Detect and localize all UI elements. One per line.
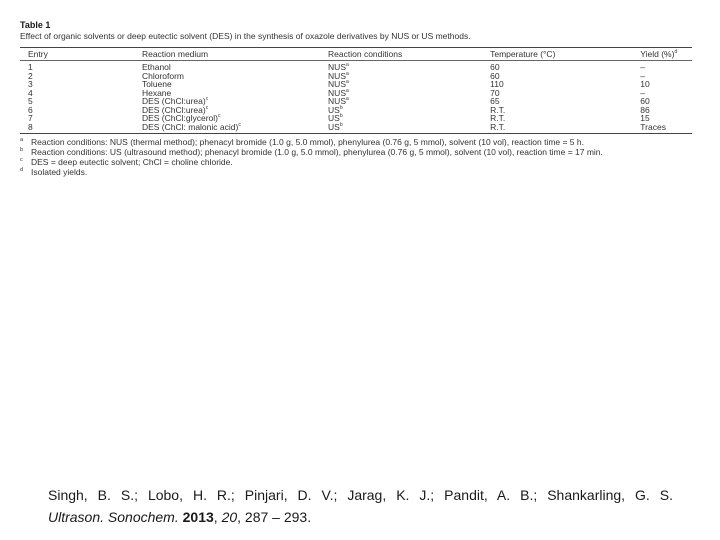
cell-medium: DES (ChCl:urea)$^c$ (141, 96, 209, 106)
cell-medium: DES (ChCl:glycerol)$^c$ (141, 113, 221, 123)
header-medium: Reaction medium (141, 49, 209, 59)
citation-authors: Singh, B. S.; Lobo, H. R.; Pinjari, D. V.; Jarag, K. J.; Pandit, A. B.; Shankarling, G. S. (48, 487, 673, 503)
table-row (20, 61, 692, 72)
table-block (20, 20, 692, 177)
footnote-mark: a (20, 137, 24, 143)
cell-conditions: NUS$^a$ (328, 87, 349, 98)
cell-conditions: $US^b$ (328, 113, 343, 123)
cell-conditions: NUS$^a$ (328, 96, 349, 106)
footnote (20, 167, 692, 177)
cell-medium: Toluene (141, 79, 172, 89)
cell-conditions-sup: a (346, 96, 349, 103)
cell-yield: 86 (640, 104, 650, 115)
header-yield: Yield (%)$^d$ (640, 49, 678, 59)
header-row (20, 48, 692, 60)
cell-entry: 8 (28, 121, 33, 132)
cell-conditions-sup: a (346, 70, 349, 77)
cell-conditions: $US^b$ (328, 104, 343, 115)
cell-temperature: 70 (490, 87, 500, 98)
table-caption: Effect of organic solvents or deep eutectic solvent (DES) in the synthesis of oxazole derivatives by NUS or US methods. (20, 31, 471, 41)
cell-conditions: NUS$^a$ (328, 62, 349, 72)
cell-conditions: $US^b$ (328, 121, 343, 132)
table-label: Table 1 (20, 20, 51, 30)
cell-medium: Hexane (141, 87, 172, 98)
citation-pages: 287 – 293. (244, 509, 312, 525)
citation-source: Ultrason. Sonochem. 2013, 20, 287 – 293. (48, 509, 312, 525)
cell-entry: 6 (28, 104, 33, 115)
cell-conditions-sup: a (346, 62, 349, 69)
cell-temperature: 110 (490, 79, 504, 89)
table-row (20, 106, 692, 115)
cell-medium: DES (ChCl: malonic acid)$^c$ (141, 121, 241, 132)
cell-conditions: NUS$^a$ (328, 79, 349, 89)
cell-yield: 15 (640, 113, 650, 123)
footnote-mark: b (20, 147, 24, 153)
table-footnotes (20, 137, 692, 177)
cell-entry: 1 (28, 62, 33, 72)
cell-temperature: 65 (490, 96, 500, 106)
footnote-text: Reaction conditions: NUS (thermal method); phenacyl bromide (1.0 g, 5.0 mmol), phenylurea (0.76 g, 5 mmol), solvent (10 vol), reaction time = 5 h. (31, 137, 584, 147)
cell-medium-sup: c (205, 96, 209, 103)
cell-conditions-sup: a (346, 87, 349, 94)
cell-temperature: 60 (490, 62, 500, 72)
citation-year: 2013 (182, 509, 214, 525)
header-conditions: Reaction conditions (328, 49, 403, 59)
cell-temperature: 60 (490, 70, 500, 81)
footnote-text: Reaction conditions: US (ultrasound method); phenacyl bromide (1.0 g, 5.0 mmol), phenylurea (0.76 g, 5 mmol), solvent (10 vol), reaction time = 17 min. (31, 147, 603, 157)
cell-entry: 3 (28, 79, 33, 89)
cell-medium: Ethanol (141, 62, 171, 72)
cell-conditions-sup: b (339, 113, 343, 120)
cell-entry: 7 (28, 113, 33, 123)
cell-conditions-sup: b (339, 121, 343, 128)
citation-volume: 20 (221, 509, 238, 525)
cell-temperature: R.T. (490, 104, 506, 115)
header-entry: Entry (28, 49, 48, 59)
cell-medium: DES (ChCl:urea)$^c$ (141, 104, 209, 115)
cell-yield: Traces (640, 121, 666, 132)
cell-yield: – (640, 87, 646, 98)
cell-conditions-sup: a (346, 79, 349, 86)
cell-entry: 4 (28, 87, 33, 98)
footnote (20, 137, 692, 147)
footnote-text: DES = deep eutectic solvent; ChCl = choline chloride. (31, 157, 233, 167)
cell-yield: 10 (640, 79, 650, 89)
footnote (20, 147, 692, 157)
table-row (20, 123, 692, 134)
table-row (20, 114, 692, 123)
table-row (20, 80, 692, 89)
footnote-mark: c (20, 157, 23, 163)
header-yield-sup: d (674, 49, 678, 56)
cell-yield: – (640, 62, 646, 72)
citation (48, 484, 673, 528)
footnote-text: Isolated yields. (31, 167, 88, 177)
cell-medium-sup: c (205, 104, 209, 111)
cell-medium-sup: c (218, 113, 221, 120)
cell-conditions-sup: b (339, 104, 343, 111)
data-table (20, 48, 692, 133)
table-row (20, 72, 692, 81)
cell-medium-sup: c (238, 121, 241, 128)
cell-entry: 5 (28, 96, 33, 106)
table-bottom-rule (20, 133, 692, 134)
footnote (20, 157, 692, 167)
table-row (20, 97, 692, 106)
footnote-mark: d (20, 167, 24, 173)
citation-journal: Ultrason. Sonochem. (48, 509, 179, 525)
cell-yield: – (640, 70, 646, 81)
cell-entry: 2 (28, 70, 33, 81)
cell-temperature: R.T. (490, 113, 506, 123)
cell-medium: Chloroform (141, 70, 184, 81)
cell-temperature: R.T. (490, 121, 506, 132)
table-row (20, 89, 692, 98)
cell-yield: 60 (640, 96, 650, 106)
cell-conditions: NUS$^a$ (328, 70, 349, 81)
header-temperature: Temperature (°C) (490, 49, 556, 59)
